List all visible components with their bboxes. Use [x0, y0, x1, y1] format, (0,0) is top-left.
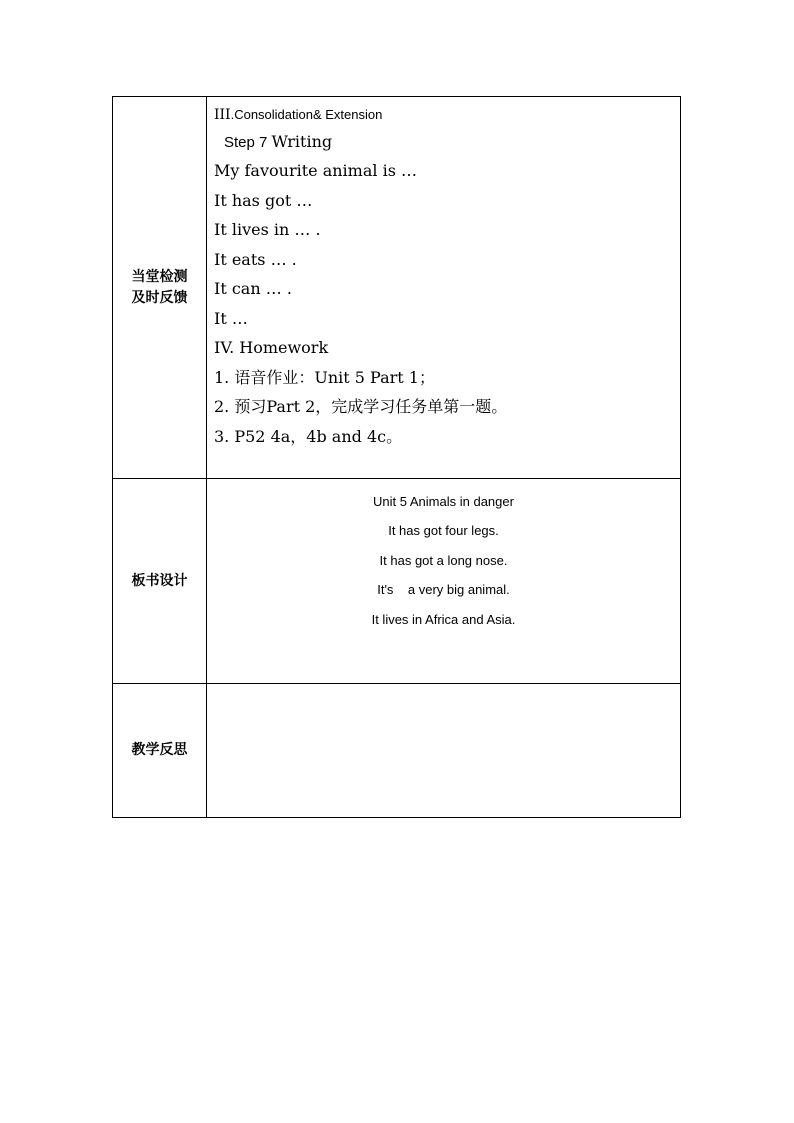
- reflection-content: [207, 684, 681, 818]
- writing-line: My favourite animal is …: [214, 161, 417, 180]
- step-label: Step 7: [224, 134, 272, 151]
- board-line: It lives in Africa and Asia.: [371, 611, 516, 627]
- step-heading: [214, 127, 680, 156]
- reflection-label: 教学反思: [113, 684, 207, 818]
- reflection-row: [113, 684, 681, 818]
- writing-line: It eats … .: [214, 249, 297, 269]
- board-line: It's a very big animal.: [377, 582, 510, 598]
- step-word: Writing: [271, 132, 333, 151]
- homework-item: 2. 预习Part 2，完成学习任务单第一题。: [214, 397, 508, 416]
- section-title: [214, 103, 680, 127]
- homework-heading: IV. Homework: [214, 338, 329, 357]
- feedback-content-cell: [207, 97, 681, 479]
- board-line: It has got a long nose.: [379, 552, 508, 568]
- section-title-text: .Consolidation& Extension: [230, 107, 383, 122]
- board-line: It has got four legs.: [388, 523, 499, 539]
- feedback-row: [113, 97, 681, 479]
- writing-line: It has got …: [214, 190, 313, 210]
- homework-item: 3. P52 4a，4b and 4c。: [214, 426, 403, 446]
- board-design-content: [207, 479, 681, 684]
- writing-line: It lives in … .: [214, 220, 321, 239]
- section-numeral: III: [214, 107, 231, 123]
- board-design-row: [113, 479, 681, 684]
- board-design-label: 板书设计: [113, 479, 207, 684]
- feedback-label-cell: [113, 97, 207, 479]
- lesson-plan-table: [112, 96, 681, 818]
- board-line: Unit 5 Animals in danger: [373, 494, 514, 509]
- homework-item: 1. 语音作业：Unit 5 Part 1；: [214, 367, 435, 387]
- feedback-label-line2: 及时反馈: [131, 289, 188, 306]
- writing-line: It …: [214, 308, 248, 328]
- writing-line: It can … .: [214, 279, 292, 298]
- feedback-label-line1: 当堂检测: [131, 268, 188, 285]
